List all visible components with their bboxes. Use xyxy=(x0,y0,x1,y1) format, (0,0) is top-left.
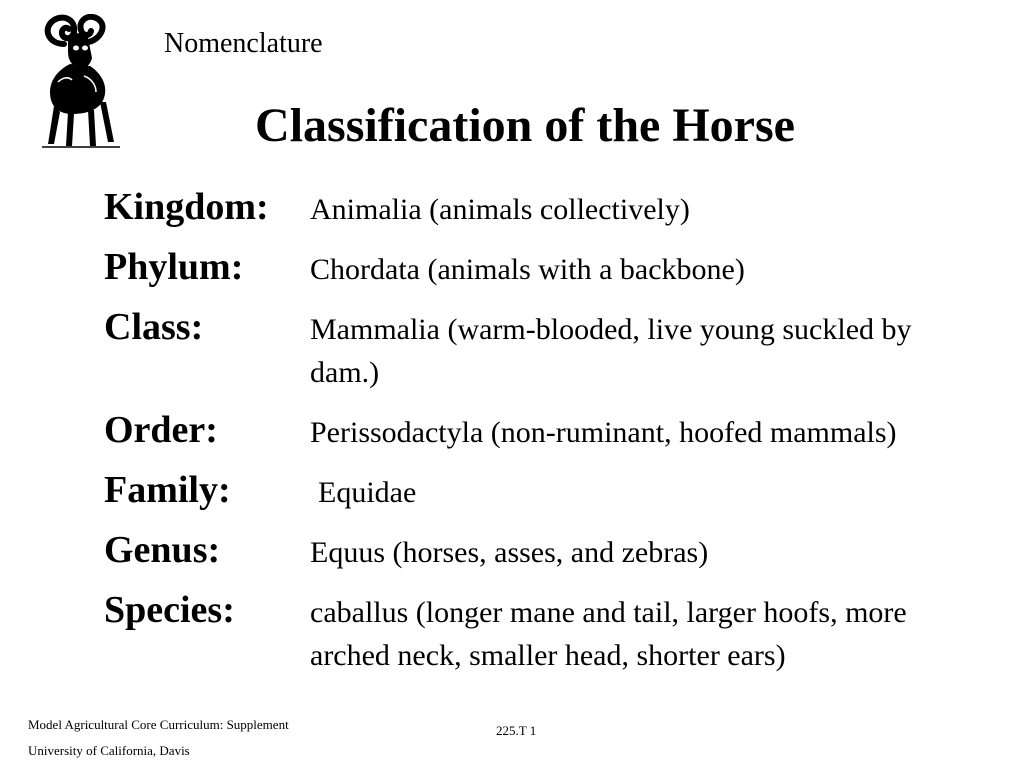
rank-description: Animalia (animals collectively) xyxy=(310,193,690,226)
rank-label: Phylum: xyxy=(104,246,244,288)
slide-number: 225.T 1 xyxy=(496,723,537,738)
rank-row-phylum xyxy=(104,246,1004,291)
rank-description: Equidae xyxy=(318,476,417,509)
rank-row-kingdom xyxy=(104,186,1004,231)
rank-row-class xyxy=(104,306,1004,394)
section-label: Nomenclature xyxy=(164,28,323,59)
page-title: Classification of the Horse xyxy=(255,99,795,152)
rank-label: Family: xyxy=(104,469,231,511)
rank-label: Class: xyxy=(104,306,204,348)
footer-institution: University of California, Davis xyxy=(28,743,190,758)
rank-label: Kingdom: xyxy=(104,186,269,228)
rank-label: Genus: xyxy=(104,529,221,571)
rank-description: Chordata (animals with a backbone) xyxy=(310,253,745,286)
footer-credits xyxy=(28,712,289,764)
rank-row-family xyxy=(104,469,1004,514)
rank-label: Species: xyxy=(104,589,235,631)
footer-curriculum: Model Agricultural Core Curriculum: Supplement xyxy=(28,717,289,732)
rank-row-species xyxy=(104,589,1004,677)
rank-description: Mammalia (warm-blooded, live young suckled by dam.) xyxy=(310,313,912,389)
rank-label: Order: xyxy=(104,409,218,451)
classification-list xyxy=(104,186,1004,692)
rank-description: Equus (horses, asses, and zebras) xyxy=(310,536,709,569)
rank-row-genus xyxy=(104,529,1004,574)
rank-description: Perissodactyla (non-ruminant, hoofed mammals) xyxy=(310,416,897,449)
rank-row-order xyxy=(104,409,1004,454)
rank-description: caballus (longer mane and tail, larger hoofs, more arched neck, smaller head, shorter ears) xyxy=(310,596,907,672)
